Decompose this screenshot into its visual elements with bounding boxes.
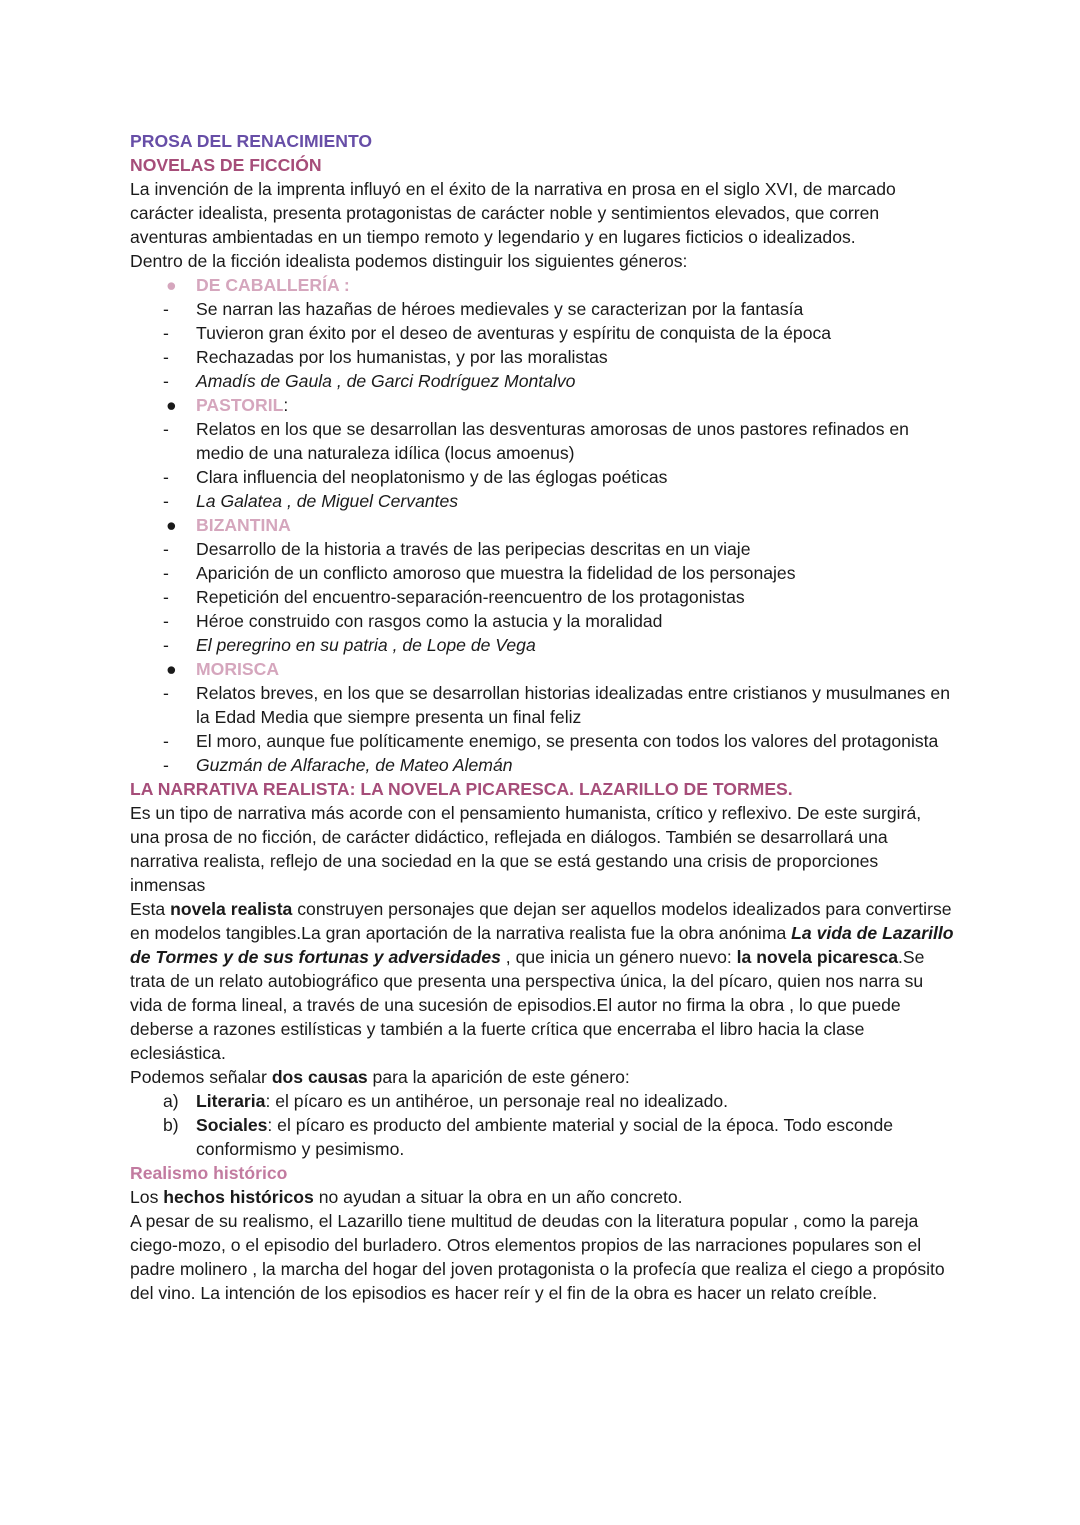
bold-text: la novela picaresca xyxy=(736,947,899,967)
paragraph: Es un tipo de narrativa más acorde con el pensamiento humanista, crítico y reflexivo. De este surgirá, una prosa de no ficción, de carácter didáctico, reflejada en diálogos. También se desarrollará una narrativa realista, reflejo de una sociedad en la que se está gestando una crisis de proporciones inmensas xyxy=(130,803,922,895)
list-item-text: El moro, aunque fue políticamente enemigo, se presenta con todos los valores del protagonista xyxy=(196,731,939,751)
dash-icon: - xyxy=(163,587,169,607)
page-title: PROSA DEL RENACIMIENTO xyxy=(130,131,373,151)
work-title: Amadís de Gaula , de Garci Rodríguez Montalvo xyxy=(196,371,576,391)
list-marker: a) xyxy=(163,1091,179,1111)
text: : el pícaro es producto del ambiente material y social de la época. Todo esconde conformismo y pesimismo. xyxy=(196,1115,894,1159)
genre-name: DE CABALLERÍA : xyxy=(196,275,350,295)
paragraph xyxy=(130,1065,955,1089)
paragraph xyxy=(130,897,955,1065)
list-item xyxy=(130,297,955,321)
dash-icon: - xyxy=(163,467,169,487)
dash-icon: - xyxy=(163,611,169,631)
text: : el pícaro es un antihéroe, un personaje real no idealizado. xyxy=(265,1091,729,1111)
work-title: La vida de Lazarillo de Tormes y de sus fortunas y adversidades xyxy=(130,923,954,967)
dash-icon: - xyxy=(163,299,169,319)
list-item xyxy=(130,465,955,489)
list-item-text: Repetición del encuentro-separación-reencuentro de los protagonistas xyxy=(196,587,745,607)
list-item-text: Rechazadas por los humanistas, y por las moralistas xyxy=(196,347,608,367)
work-title: Guzmán de Alfarache, de Mateo Alemán xyxy=(196,755,513,775)
list-item xyxy=(130,537,955,561)
list-item-work xyxy=(130,369,955,393)
text: Esta xyxy=(130,899,171,919)
bullet-icon: ● xyxy=(166,395,177,415)
dash-icon: - xyxy=(163,755,169,775)
bold-text: Sociales xyxy=(196,1115,268,1135)
bullet-icon: ● xyxy=(166,659,177,679)
genre-list xyxy=(130,273,955,777)
list-item xyxy=(130,609,955,633)
list-item-text: Tuvieron gran éxito por el deseo de aventuras y espíritu de conquista de la época xyxy=(196,323,832,343)
list-item-work xyxy=(130,633,955,657)
bold-text: Literaria xyxy=(196,1091,266,1111)
work-title: La Galatea , de Miguel Cervantes xyxy=(196,491,459,511)
dash-icon: - xyxy=(163,635,169,655)
text: .Se trata de un relato autobiográfico que presenta una perspectiva única, la del pícaro, quien nos narra su vida de forma lineal, a través de una sucesión de episodios.El autor no firma la obra , lo que puede deberse a razones estilísticas y también a la fuerte crítica que encerraba el libro hacia la clase eclesiástica. xyxy=(130,947,925,1063)
list-item xyxy=(130,681,955,729)
dash-icon: - xyxy=(163,371,169,391)
list-item xyxy=(130,729,955,753)
section-heading-realista: LA NARRATIVA REALISTA: LA NOVELA PICARESCA. LAZARILLO DE TORMES. xyxy=(130,779,793,799)
list-item xyxy=(130,585,955,609)
list-item xyxy=(130,321,955,345)
paragraph: A pesar de su realismo, el Lazarillo tiene multitud de deudas con la literatura popular , como la pareja ciego-mozo, o el episodio del burladero. Otros elementos propios de las narraciones populares son el padre molinero , la marcha del hogar del joven protagonista o la profecía que realiza el ciego a propósito del vino. La intención de los episodios es hacer reír y el fin de la obra es hacer un relato creíble. xyxy=(130,1211,945,1303)
text: Los xyxy=(130,1187,164,1207)
genre-name: BIZANTINA xyxy=(196,515,291,535)
list-item-text: Relatos en los que se desarrollan las desventuras amorosas de unos pastores refinados en medio de una naturaleza idílica (locus amoenus) xyxy=(196,419,909,463)
dash-icon: - xyxy=(163,563,169,583)
genre-heading xyxy=(130,657,955,681)
genre-name: MORISCA xyxy=(196,659,280,679)
bold-text: novela realista xyxy=(170,899,293,919)
list-item xyxy=(130,417,955,465)
list-item-text: Aparición de un conflicto amoroso que muestra la fidelidad de los personajes xyxy=(196,563,796,583)
text: no ayudan a situar la obra en un año concreto. xyxy=(313,1187,683,1207)
document-page xyxy=(130,129,955,1305)
dash-icon: - xyxy=(163,683,169,703)
text: , que inicia un género nuevo: xyxy=(500,947,737,967)
list-item-text: Se narran las hazañas de héroes medievales y se caracterizan por la fantasía xyxy=(196,299,804,319)
list-item-text: Desarrollo de la historia a través de las peripecias descritas en un viaje xyxy=(196,539,751,559)
dash-icon: - xyxy=(163,323,169,343)
list-marker: b) xyxy=(163,1115,179,1135)
list-item-text: Clara influencia del neoplatonismo y de las églogas poéticas xyxy=(196,467,668,487)
text: Podemos señalar xyxy=(130,1067,272,1087)
list-item xyxy=(130,1089,955,1113)
list-item-text: Relatos breves, en los que se desarrollan historias idealizadas entre cristianos y musulmanes en la Edad Media que siempre presenta un final feliz xyxy=(196,683,950,727)
list-item xyxy=(130,345,955,369)
list-item-text: Héroe construido con rasgos como la astucia y la moralidad xyxy=(196,611,663,631)
bullet-icon: ● xyxy=(166,515,177,535)
bullet-icon: ● xyxy=(166,275,177,295)
text: : xyxy=(283,395,289,415)
text: construyen personajes que dejan ser aquellos modelos idealizados para convertirse en modelos tangibles.La gran aportación de la narrativa realista fue la obra anónima xyxy=(130,899,952,943)
dash-icon: - xyxy=(163,419,169,439)
genre-heading xyxy=(130,273,955,297)
section-heading-historico: Realismo histórico xyxy=(130,1163,288,1183)
bold-text: dos causas xyxy=(271,1067,368,1087)
intro-paragraph: La invención de la imprenta influyó en el éxito de la narrativa en prosa en el siglo XVI, de marcado carácter idealista, presenta protagonistas de carácter noble y sentimientos elevados, que corren aventuras ambientadas en un tiempo remoto y legendario y en lugares ficticios o idealizados. xyxy=(130,179,896,247)
paragraph xyxy=(130,1185,955,1209)
intro-paragraph-2: Dentro de la ficción idealista podemos distinguir los siguientes géneros: xyxy=(130,251,688,271)
causes-list xyxy=(130,1089,955,1161)
text: para la aparición de este género: xyxy=(367,1067,630,1087)
list-item xyxy=(130,561,955,585)
genre-heading xyxy=(130,393,955,417)
dash-icon: - xyxy=(163,731,169,751)
list-item-work xyxy=(130,753,955,777)
list-item xyxy=(130,1113,955,1161)
list-item-work xyxy=(130,489,955,513)
dash-icon: - xyxy=(163,539,169,559)
work-title: El peregrino en su patria , de Lope de Vega xyxy=(196,635,536,655)
dash-icon: - xyxy=(163,347,169,367)
dash-icon: - xyxy=(163,491,169,511)
bold-text: hechos históricos xyxy=(163,1187,314,1207)
section-heading-novelas: NOVELAS DE FICCIÓN xyxy=(130,155,322,175)
genre-name: PASTORIL xyxy=(196,395,284,415)
genre-heading xyxy=(130,513,955,537)
